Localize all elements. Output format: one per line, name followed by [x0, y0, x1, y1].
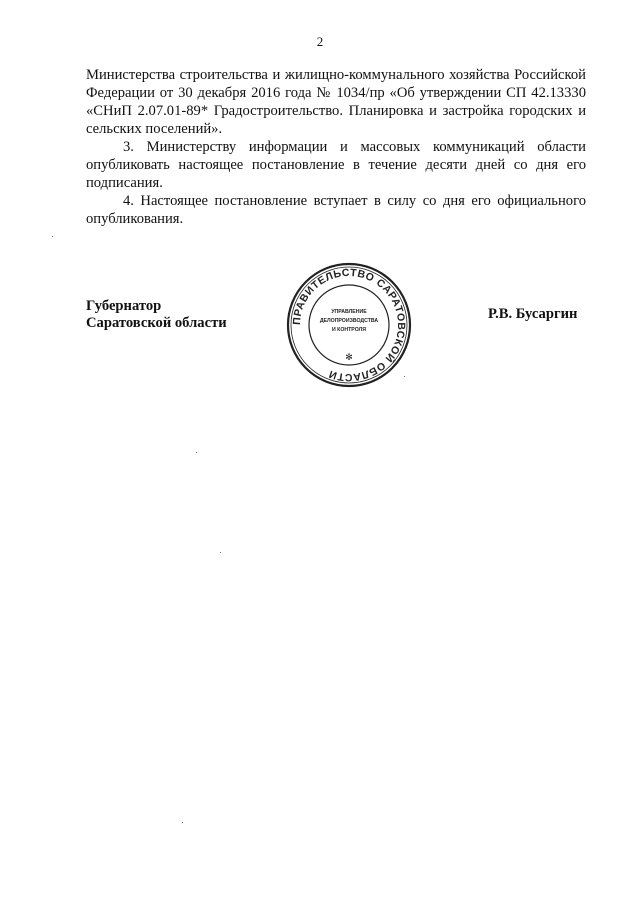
scan-speck: [404, 376, 405, 377]
page-number: 2: [316, 34, 324, 49]
text-line: 3. Министерству информации и массовых коммуникаций области: [123, 139, 586, 155]
official-seal: [285, 261, 413, 389]
svg-text:УПРАВЛЕНИЕ: УПРАВЛЕНИЕ: [331, 309, 367, 315]
text-line: «СНиП 2.07.01-89* Градостроительство. Планировка и застройка городских: [86, 103, 573, 119]
paragraph-item-4: [86, 192, 586, 228]
text-line: опубликования.: [86, 211, 184, 227]
svg-text:✻: ✻: [345, 353, 353, 363]
svg-text:И КОНТРОЛЯ: И КОНТРОЛЯ: [332, 327, 366, 333]
text-line: 4. Настоящее постановление вступает в силу со дня его официального: [123, 193, 586, 209]
scan-speck: [196, 452, 197, 453]
text-line: опубликовать настоящее постановление в течение десяти дней со дня его: [86, 157, 586, 173]
signatory-title-line: Саратовской области: [86, 315, 227, 331]
signatory-title-line: Губернатор: [86, 298, 162, 314]
text-line: Федерации от 30 декабря 2016 года № 1034/пр «Об утверждении СП 42.13330: [86, 85, 586, 101]
paragraph-item-3: [86, 138, 586, 192]
scan-speck: [220, 552, 221, 553]
scan-speck: [52, 236, 53, 237]
signatory-name: Р.В. Бусаргин: [488, 306, 578, 322]
text-line: подписания.: [86, 175, 163, 191]
svg-text:ПРАВИТЕЛЬСТВО САРАТОВСКОЙ ОБЛА: ПРАВИТЕЛЬСТВО САРАТОВСКОЙ ОБЛАСТИ: [290, 266, 408, 384]
paragraph-continuation: [86, 66, 586, 138]
text-line: и сельских поселений».: [86, 103, 586, 137]
signatory-title: [86, 298, 227, 332]
svg-text:ДЕЛОПРОИЗВОДСТВА: ДЕЛОПРОИЗВОДСТВА: [319, 318, 379, 324]
text-line: Министерства строительства и жилищно-коммунального хозяйства Российской: [86, 67, 586, 83]
scan-speck: [182, 822, 183, 823]
document-body: [86, 66, 586, 228]
